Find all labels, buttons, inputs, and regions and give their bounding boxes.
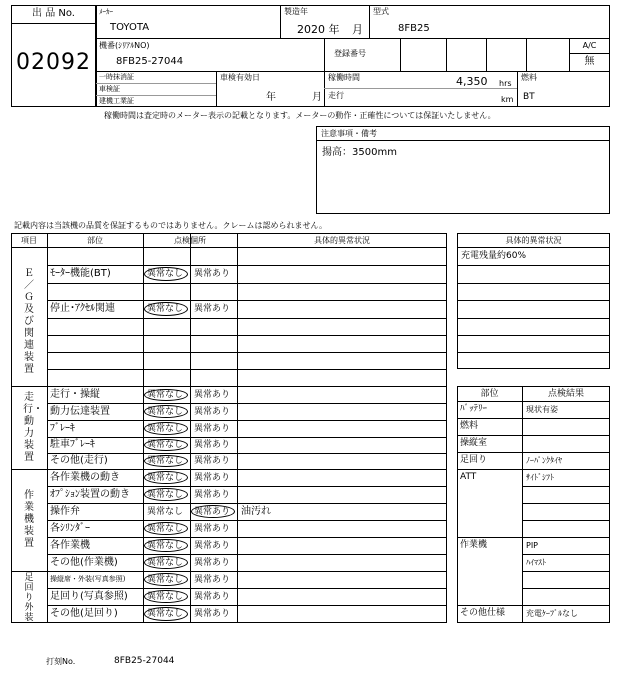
year-label: 製造年 (284, 7, 308, 16)
maker-value: TOYOTA (110, 22, 150, 33)
right-row-divider (457, 265, 610, 266)
row-part-label: ﾓｰﾀｰ機能(BT) (50, 268, 111, 279)
row-divider (47, 520, 447, 521)
result-row-divider (522, 571, 610, 572)
status-ng[interactable]: 異常あり (194, 390, 231, 400)
status-ok[interactable]: 異常なし (147, 592, 184, 602)
result-row-divider (457, 469, 610, 470)
status-ng[interactable]: 異常あり (194, 524, 231, 534)
status-ok[interactable]: 異常なし (147, 390, 184, 400)
remarks-label: 注意事項・備考 (321, 129, 377, 138)
hours-unit: hrs (499, 79, 512, 88)
result-value: ｻｲﾄﾞｼﾌﾄ (526, 473, 554, 482)
row-divider (47, 300, 447, 301)
row-divider (47, 335, 447, 336)
result-value: 現状有姿 (526, 405, 558, 414)
header-item: 項目 (21, 236, 37, 245)
row-part-label: ﾌﾞﾚｰｷ (50, 423, 75, 434)
status-ok[interactable]: 異常なし (147, 524, 184, 534)
result-row-divider (522, 520, 610, 521)
row-part-label: 動力伝達装置 (50, 406, 110, 417)
ng-circle-mark (191, 505, 235, 518)
group-label-work: 作業機装置 (24, 490, 34, 549)
ok-circle-mark (144, 590, 188, 603)
right-row-divider (457, 300, 610, 301)
stamp-value: 8FB25-27044 (114, 656, 175, 666)
ok-circle-mark (144, 302, 188, 316)
ok-circle-mark (144, 573, 188, 586)
model-label: 型式 (373, 7, 389, 16)
header-part: 部位 (87, 236, 103, 245)
status-ng[interactable]: 異常あり (194, 575, 231, 585)
status-ng[interactable]: 異常あり (194, 269, 231, 279)
right-detail-header: 具体的異常状況 (505, 236, 562, 245)
serial-value: 8FB25-27044 (116, 56, 184, 67)
inspection-year: 年 (266, 92, 276, 103)
ok-circle-mark (144, 389, 188, 401)
right-row-divider (457, 318, 610, 319)
build-cert-label: 建機工業証 (99, 97, 134, 105)
group-label-drive: 走行・動力装置 (23, 392, 43, 463)
ok-circle-mark (144, 455, 188, 467)
result-row-divider (522, 554, 610, 555)
status-ng[interactable]: 異常あり (194, 440, 231, 450)
row-part-label: 足回り(写真参照) (50, 591, 128, 602)
row-divider (47, 554, 447, 555)
status-ng[interactable]: 異常あり (194, 507, 231, 517)
mileage-unit: km (501, 95, 514, 104)
row-divider (47, 265, 447, 266)
month-label: 月 (352, 23, 363, 36)
remarks-text: 揚高：3500mm (322, 147, 397, 158)
inspection-label: 車検有効日 (220, 73, 260, 82)
status-ok[interactable]: 異常なし (147, 269, 184, 279)
status-ok[interactable]: 異常なし (147, 609, 184, 619)
status-ng[interactable]: 異常あり (194, 456, 231, 466)
right-row-divider (457, 352, 610, 353)
row-divider (47, 453, 447, 454)
row-divider (47, 369, 447, 370)
quality-disclaimer: 記載内容は当該機の品質を保証するものではありません。クレームは認められません。 (14, 221, 327, 230)
maker-label: ﾒｰｶｰ (99, 8, 113, 16)
result-row-divider (522, 503, 610, 504)
ok-circle-mark (144, 488, 188, 501)
right-row-divider (457, 335, 610, 336)
result-part: 操縦室 (460, 438, 488, 448)
status-ok[interactable]: 異常なし (147, 490, 184, 500)
hours-disclaimer: 稼働時間は査定時のメーター表示の記載となります。メーターの動作・正確性については保証いたしません。 (104, 111, 496, 120)
status-ng[interactable]: 異常あり (194, 304, 231, 314)
row-divider (47, 403, 447, 404)
row-part-label: 操作弁 (50, 506, 80, 517)
lot-label: 出 品 No. (32, 8, 75, 19)
battery-charge-note: 充電残量約60% (461, 251, 527, 261)
inspection-month: 月 (312, 92, 322, 103)
ok-circle-mark (144, 267, 188, 281)
status-ok[interactable]: 異常なし (147, 456, 184, 466)
result-row-divider (457, 435, 610, 436)
status-ng[interactable]: 異常あり (194, 592, 231, 602)
status-ng[interactable]: 異常あり (194, 558, 231, 568)
row-detail: 油汚れ (241, 506, 271, 517)
result-part: その他仕様 (460, 608, 506, 618)
row-part-label: ｵﾌﾟｼｮﾝ装置の動き (50, 489, 130, 500)
stamp-label: 打刻No. (46, 657, 76, 666)
header-detail: 具体的異常状況 (314, 236, 370, 245)
row-divider (47, 605, 447, 606)
model-value: 8FB25 (398, 23, 430, 34)
status-ng[interactable]: 異常あり (194, 541, 231, 551)
hours-value: 4,350 (456, 75, 488, 88)
result-part: 作業機 (460, 540, 488, 550)
right-row-divider (457, 283, 610, 284)
result-row-divider (457, 605, 610, 606)
row-part-label: 操縦席・外装(写真参照) (50, 575, 126, 583)
row-part-label: 走行・操縦 (50, 389, 100, 400)
result-value: ﾊｲﾏｽﾄ (526, 558, 546, 567)
status-ok[interactable]: 異常なし (147, 304, 184, 314)
fuel-label: 燃料 (521, 73, 537, 82)
status-ok[interactable]: 異常なし (147, 541, 184, 551)
row-divider (47, 318, 447, 319)
result-value: 充電ｹｰﾌﾞﾙなし (526, 609, 578, 618)
row-divider (47, 588, 447, 589)
ok-circle-mark (144, 422, 188, 435)
row-part-label: 各ｼﾘﾝﾀﾞｰ (50, 523, 90, 534)
ok-circle-mark (144, 405, 188, 418)
row-divider (47, 283, 447, 284)
status-ng[interactable]: 異常あり (194, 473, 231, 483)
status-ng[interactable]: 異常あり (194, 609, 231, 619)
row-divider (47, 486, 447, 487)
result-header-part: 部位 (480, 389, 499, 399)
row-part-label: その他(走行) (50, 455, 108, 466)
result-part: 足回り (460, 455, 488, 465)
result-value: ﾉｰﾊﾟﾝｸﾀｲﾔ (526, 456, 562, 465)
vehicle-cert-label: 車検証 (99, 85, 120, 93)
status-ok[interactable]: 異常なし (147, 558, 184, 568)
group-label-engine: Ｅ／Ｇ及び関連装置 (24, 268, 34, 375)
row-part-label: 各作業機 (50, 540, 90, 551)
status-ng[interactable]: 異常あり (194, 407, 231, 417)
ac-label: A/C (582, 41, 597, 50)
mileage-label: 走行 (328, 91, 344, 100)
row-part-label: 各作業機の動き (50, 472, 120, 483)
status-ng[interactable]: 異常あり (194, 490, 231, 500)
row-divider (47, 352, 447, 353)
year-value: 2020 年 (297, 23, 340, 36)
ok-circle-mark (144, 607, 188, 621)
status-ok[interactable]: 異常なし (147, 440, 184, 450)
ok-circle-mark (144, 522, 188, 535)
result-part: ATT (460, 472, 477, 482)
status-ok[interactable]: 異常なし (147, 424, 184, 434)
serial-label: 機番(ｼﾘｱﾙNO) (99, 41, 150, 50)
result-row-divider (457, 537, 610, 538)
status-ng[interactable]: 異常あり (194, 424, 231, 434)
row-divider (47, 537, 447, 538)
header-check: 点検個所 (174, 236, 206, 245)
result-part: 燃料 (460, 421, 479, 431)
ac-value: 無 (584, 56, 595, 67)
ok-circle-mark (144, 556, 188, 569)
status-ok[interactable]: 異常なし (147, 407, 184, 417)
row-divider (47, 420, 447, 421)
ok-circle-mark (144, 439, 188, 451)
status-ok[interactable]: 異常なし (147, 473, 184, 483)
registration-label: 登録番号 (334, 49, 366, 58)
result-value: PIP (526, 541, 539, 550)
ok-circle-mark (144, 539, 188, 552)
result-header-result: 点検結果 (547, 389, 584, 399)
row-divider (47, 437, 447, 438)
ok-circle-mark (144, 471, 188, 484)
row-part-label: その他(作業機) (50, 557, 118, 568)
fuel-value: BT (523, 92, 535, 102)
result-part: ﾊﾞｯﾃﾘｰ (460, 404, 488, 414)
result-row-divider (522, 588, 610, 589)
status-ok[interactable]: 異常なし (147, 575, 184, 585)
status-ok[interactable]: 異常なし (147, 507, 184, 517)
result-row-divider (522, 486, 610, 487)
row-part-label: 駐車ﾌﾞﾚｰｷ (50, 439, 95, 450)
group-label-chassis: 足回り外装 (24, 573, 34, 623)
lot-number: 02092 (16, 50, 91, 75)
hours-label: 稼働時間 (328, 73, 360, 82)
row-part-label: 停止･ｱｸｾﾙ関連 (50, 303, 115, 314)
temp-permit-label: 一時抹消証 (99, 73, 134, 81)
row-part-label: その他(足回り) (50, 608, 118, 619)
result-row-divider (457, 452, 610, 453)
result-row-divider (457, 418, 610, 419)
row-divider (47, 503, 447, 504)
